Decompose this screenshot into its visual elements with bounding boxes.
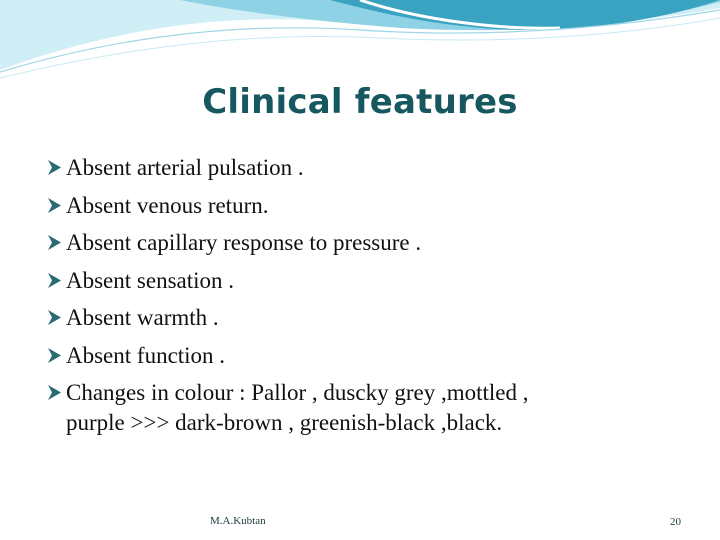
bullet-item	[46, 378, 696, 438]
bullet-text: Changes in colour : Pallor , duscky grey ,mottled ,	[66, 380, 529, 405]
bullet-item	[46, 266, 696, 296]
slide-title: Clinical features	[202, 82, 518, 122]
footer-author: M.A.Kubtan	[210, 515, 266, 527]
bullet-item	[46, 228, 696, 258]
bullet-text: Absent function .	[66, 342, 226, 368]
bullet-continuation-text: purple >>> dark-brown , greenish-black ,black.	[66, 410, 503, 435]
arrowhead-bullet-icon	[46, 234, 63, 251]
bullet-text: Absent sensation .	[66, 267, 235, 293]
arrowhead-bullet-icon	[46, 159, 63, 176]
arrowhead-bullet-icon	[46, 347, 63, 364]
bullet-text: Absent capillary response to pressure .	[66, 230, 422, 255]
slide-number: 20	[670, 516, 681, 528]
bullet-text: Absent warmth .	[66, 305, 219, 330]
header-wave-decoration	[0, 0, 720, 90]
arrowhead-bullet-icon	[46, 272, 63, 289]
arrowhead-bullet-icon	[46, 309, 63, 326]
bullet-text: Absent arterial pulsation .	[66, 155, 304, 180]
bullet-item	[46, 303, 696, 333]
bullet-item	[46, 191, 696, 221]
arrowhead-bullet-icon	[46, 197, 63, 214]
bullet-item	[46, 153, 696, 183]
arrowhead-bullet-icon	[46, 384, 63, 401]
bullet-list	[46, 153, 696, 446]
bullet-text: Absent venous return.	[66, 192, 269, 218]
bullet-item	[46, 341, 696, 371]
